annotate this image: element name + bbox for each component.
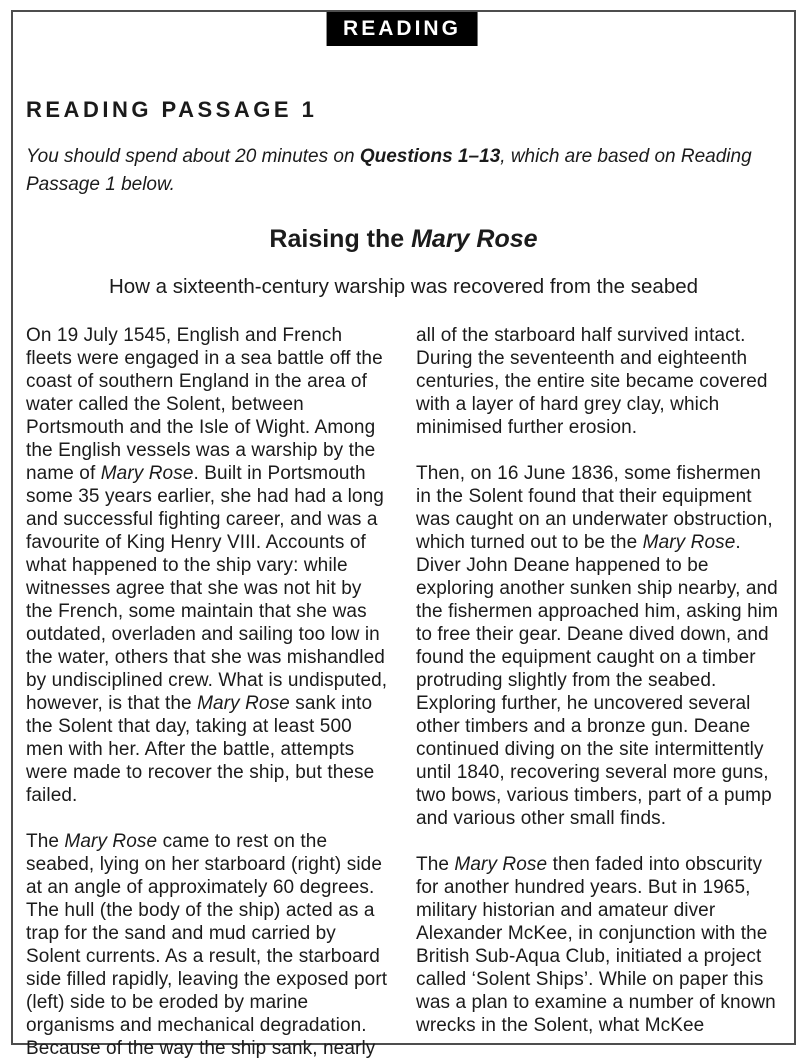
paragraph-1: On 19 July 1545, English and French fleets were engaged in a sea battle off the coast of southern England in the area of water called the Solent, between Portsmouth and the Isle of Wight. Among the English vessels was a warship by the name of Mary Rose. Built in Portsmouth some 35 years earlier, she had had a long and successful fighting career, and was a favourite of King Henry VIII. Accounts of what happened to the ship vary: while witnesses agree that she was not hit by the French, some maintain that she was outdated, overladen and sailing too low in the water, others that she was mishandled by undisciplined crew. What is undisputed, however, is that the Mary Rose sank into the Solent that day, taking at least 500 men with her. After the battle, attempts were made to recover the ship, but these failed.	[26, 324, 388, 806]
passage-subtitle: How a sixteenth-century warship was recovered from the seabed	[108, 274, 699, 298]
paragraph-2: The Mary Rose came to rest on the seabed, lying on her starboard (right) side at an angle of approximately 60 degrees. The hull (the body of the ship) acted as a trap for the sand and mud carried by Solent currents. As a result, the starboard side filled rapidly, leaving the exposed port (left) side to be eroded by marine organisms and mechanical degradation. Because of the way the ship sank, nearly	[26, 830, 388, 1059]
page-border	[11, 10, 796, 1059]
left-column	[26, 324, 391, 1060]
paragraph-3: Then, on 16 June 1836, some fishermen in the Solent found that their equipment was caught on an underwater obstruction, which turned out to be the Mary Rose. Diver John Deane happened to be exploring another sunken ship nearby, and the fishermen approached him, asking him to free their gear. Deane dived down, and found the equipment caught on a timber protruding slightly from the seabed. Exploring further, he uncovered several other timbers and a bronze gun. Deane continued diving on the site intermittently until 1840, recovering several more guns, two bows, various timbers, part of a pump and various other small finds.	[416, 462, 779, 829]
right-column	[416, 324, 781, 1060]
passage-heading: READING PASSAGE 1	[26, 97, 318, 122]
paragraph-4: The Mary Rose then faded into obscurity for another hundred years. But in 1965, military historian and amateur diver Alexander McKee, in conjunction with the British Sub-Aqua Club, initiated a project called ‘Solent Ships’. While on paper this was a plan to examine a number of known wrecks in the Solent, what McKee	[416, 853, 776, 1036]
passage-title: Raising the Mary Rose	[269, 225, 538, 254]
paragraph-2-continued: all of the starboard half survived intact. During the seventeenth and eighteenth centuries, the entire site became covered with a layer of hard grey clay, which minimised further erosion.	[416, 324, 768, 438]
reading-section-badge	[326, 12, 478, 46]
passage-body	[13, 324, 794, 1060]
reading-section-badge-label: READING	[343, 17, 461, 40]
timing-instructions: You should spend about 20 minutes on Questions 1–13, which are based on Reading Passage 1 below.	[26, 146, 752, 196]
